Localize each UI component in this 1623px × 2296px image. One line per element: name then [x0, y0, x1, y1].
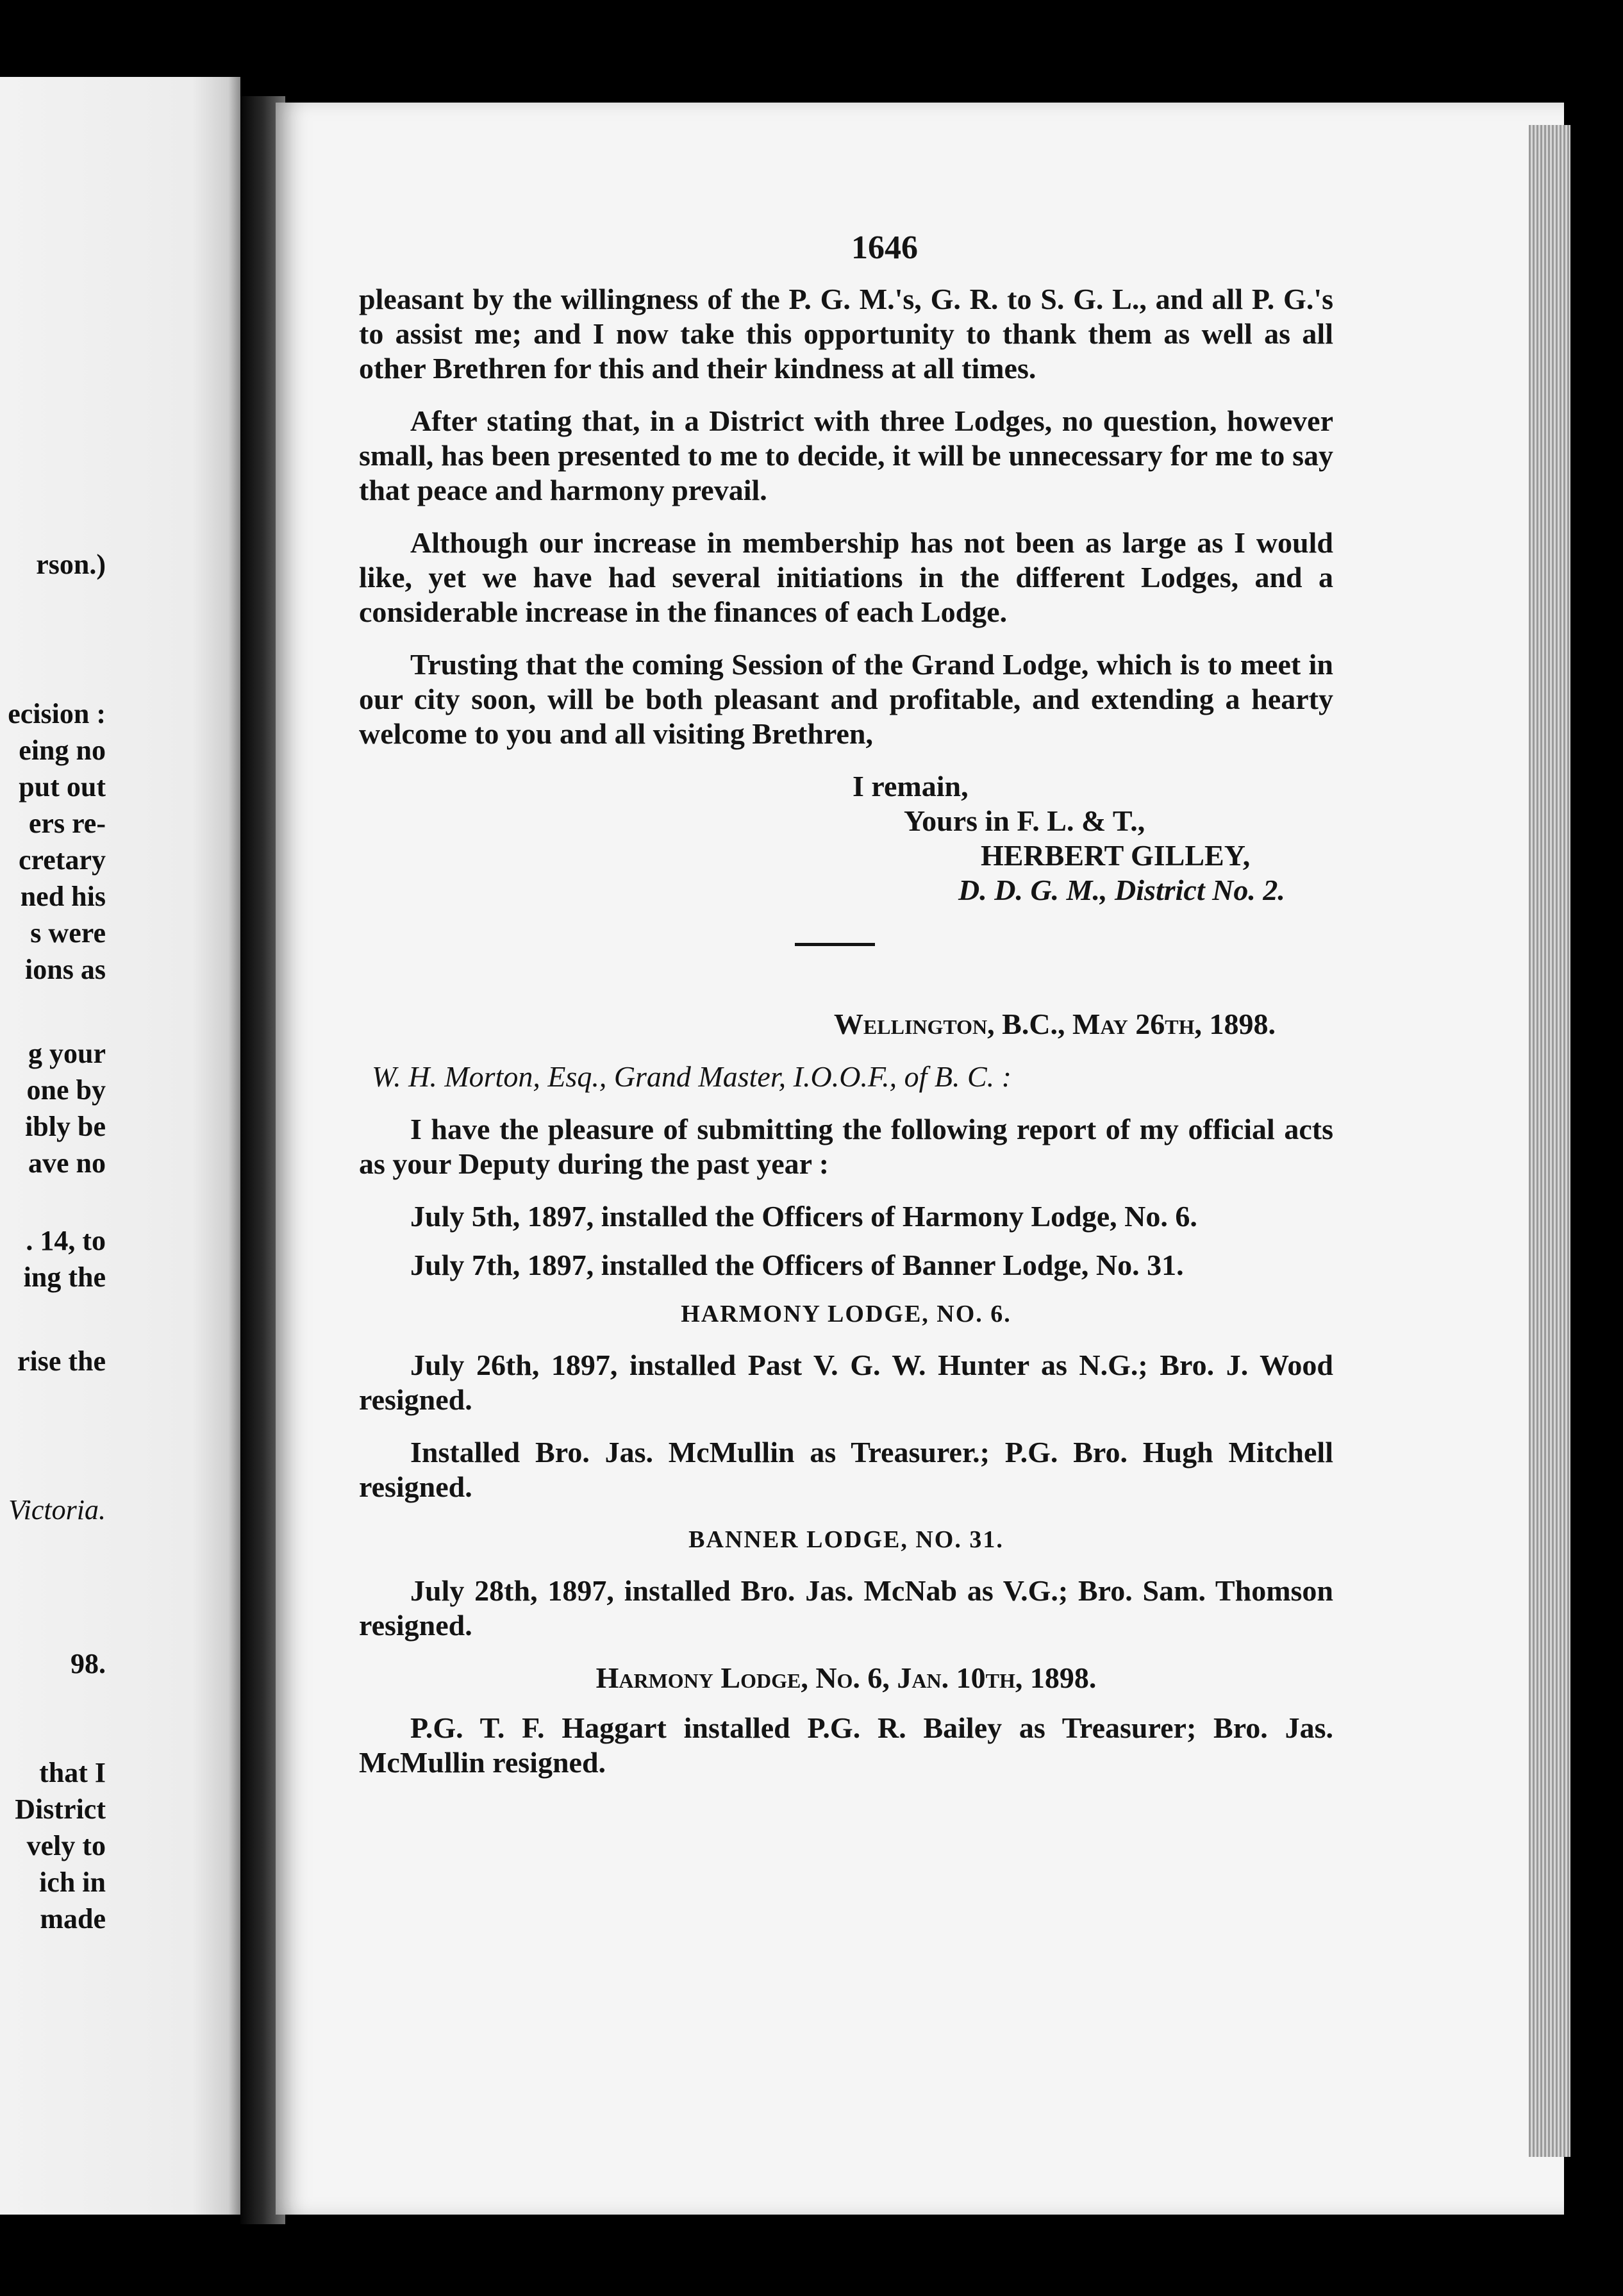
left-fragment-line: rson.) — [36, 549, 106, 580]
left-fragment-line: rise the — [17, 1345, 106, 1377]
report-entry: July 28th, 1897, installed Bro. Jas. McNab as V.G.; Bro. Sam. Thomson resigned. — [359, 1574, 1333, 1642]
report-intro: I have the pleasure of submitting the following report of my official acts as your Deputy during the past year : — [359, 1113, 1333, 1180]
left-fragment-line: ing the — [23, 1261, 106, 1293]
paragraph: Although our increase in membership has not been as large as I would like, yet we have had several initiations in the different Lodges, and a considerable increase in the finances of each Lodge. — [359, 526, 1333, 628]
page-edge — [1529, 125, 1570, 2157]
signature-closing: I remain, — [853, 770, 969, 803]
left-fragment-line: put out — [19, 771, 106, 803]
left-fragment-line: Victoria. — [8, 1494, 106, 1526]
left-page-fragment — [0, 77, 240, 2215]
left-fragment-line: District — [15, 1793, 106, 1825]
report-entry: Installed Bro. Jas. McMullin as Treasurer.; P.G. Bro. Hugh Mitchell resigned. — [359, 1436, 1333, 1503]
left-fragment-line: ions as — [25, 954, 106, 985]
left-fragment-line: g your — [28, 1038, 106, 1069]
dateline: Wellington, B.C., May 26th, 1898. — [833, 1008, 1276, 1040]
left-fragment-line: that I — [39, 1757, 106, 1788]
paragraph: After stating that, in a District with three Lodges, no question, however small, has been presented to me to decide, it will be unnecessary for me to say that peace and harmony prevail. — [359, 404, 1333, 506]
left-fragment-line: cretary — [19, 844, 106, 876]
left-fragment-line: vely to — [26, 1830, 106, 1861]
left-fragment-line: one by — [26, 1074, 106, 1106]
page-text — [359, 231, 1333, 1798]
paragraph: Trusting that the coming Session of the Grand Lodge, which is to meet in our city soon, will be both pleasant and profitable, and extending a hearty welcome to you and all visiting Brethren, — [359, 648, 1333, 750]
paragraph-continuation: pleasant by the willingness of the P. G. M.'s, G. R. to S. G. L., and all P. G.'s to assist me; and I now take this opportunity to thank them as well as all other Brethren for this and their kindness at all times. — [359, 283, 1333, 385]
signature-name: HERBERT GILLEY, — [981, 839, 1251, 872]
report-entry: July 26th, 1897, installed Past V. G. W. Hunter as N.G.; Bro. J. Wood resigned. — [359, 1349, 1333, 1416]
left-fragment-line: ich in — [39, 1867, 106, 1898]
section-divider — [795, 943, 875, 946]
left-fragment-line: s were — [30, 917, 106, 949]
signature-title: D. D. G. M., District No. 2. — [958, 874, 1285, 906]
left-fragment-line: ecision : — [8, 698, 106, 729]
lodge-heading: BANNER LODGE, NO. 31. — [688, 1526, 1004, 1553]
left-fragment-line: 98. — [71, 1648, 106, 1679]
left-fragment-line: . 14, to — [26, 1225, 106, 1256]
report-entry: July 7th, 1897, installed the Officers of Banner Lodge, No. 31. — [410, 1249, 1184, 1281]
left-fragment-line: made — [40, 1903, 106, 1934]
left-fragment-line: ers re- — [28, 808, 106, 839]
left-fragment-line: ned his — [20, 881, 106, 912]
left-fragment-line: ibly be — [25, 1111, 106, 1142]
report-entry: P.G. T. F. Haggart installed P.G. R. Bailey as Treasurer; Bro. Jas. McMullin resigned. — [359, 1711, 1333, 1779]
left-fragment-line: ave no — [28, 1147, 106, 1179]
left-fragment-line: eing no — [19, 735, 106, 766]
addressee: W. H. Morton, Esq., Grand Master, I.O.O.F., of B. C. : — [372, 1060, 1011, 1093]
page-number: 1646 — [851, 229, 918, 266]
lodge-heading: HARMONY LODGE, NO. 6. — [681, 1301, 1011, 1327]
lodge-date-heading: Harmony Lodge, No. 6, Jan. 10th, 1898. — [595, 1661, 1097, 1694]
report-entry: July 5th, 1897, installed the Officers of Harmony Lodge, No. 6. — [410, 1200, 1197, 1233]
signature-salutation: Yours in F. L. & T., — [904, 804, 1145, 837]
